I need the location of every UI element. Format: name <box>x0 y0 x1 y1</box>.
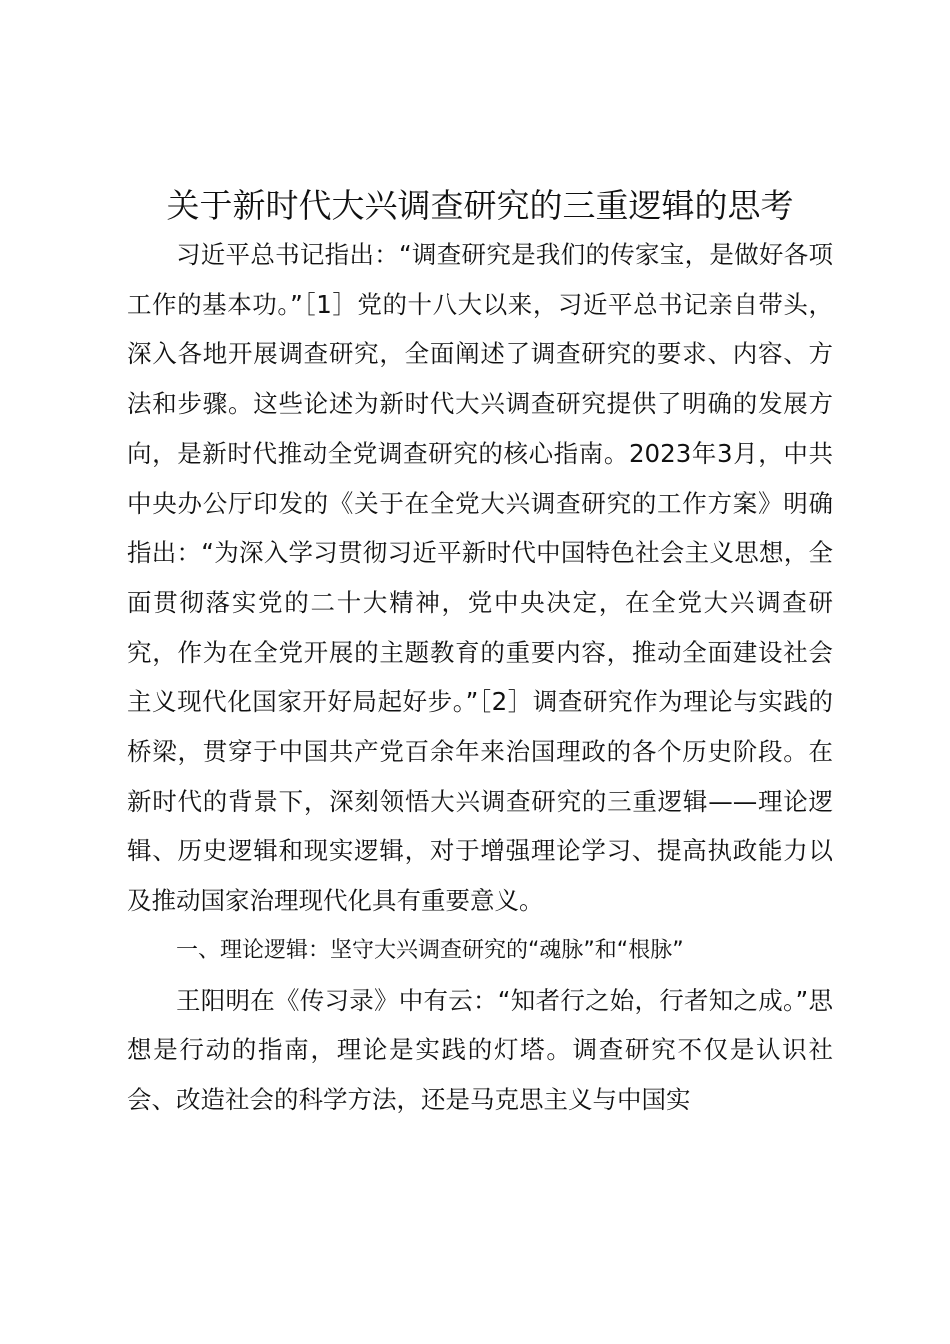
section-heading: 一、理论逻辑：坚守大兴调查研究的“魂脉”和“根脉” <box>176 937 684 963</box>
section-paragraph: 王阳明在《传习录》中有云：“知者行之始，行者知之成。”思想是行动的指南，理论是实践的灯塔。调查研究不仅是认识社会、改造社会的科学方法，还是马克思主义与中国实 <box>127 985 833 1114</box>
document-page <box>127 182 833 1125</box>
intro-paragraph: 习近平总书记指出：“调查研究是我们的传家宝，是做好各项工作的基本功。”［1］党的十八大以来，习近平总书记亲自带头，深入各地开展调查研究，全面阐述了调查研究的要求、内容、方法和步骤。这些论述为新时代大兴调查研究提供了明确的发展方向，是新时代推动全党调查研究的核心指南。2023年3月，中共中央办公厅印发的《关于在全党大兴调查研究的工作方案》明确指出：“为深入学习贯彻习近平新时代中国特色社会主义思想，全面贯彻落实党的二十大精神，党中央决定，在全党大兴调查研究，作为在全党开展的主题教育的重要内容，推动全面建设社会主义现代化国家开好局起好步。”［2］调查研究作为理论与实践的桥梁，贯穿于中国共产党百余年来治国理政的各个历史阶段。在新时代的背景下，深刻领悟大兴调查研究的三重逻辑——理论逻辑、历史逻辑和现实逻辑，对于增强理论学习、提高执政能力以及推动国家治理现代化具有重要意义。 <box>127 240 833 916</box>
document-title: 关于新时代大兴调查研究的三重逻辑的思考 <box>166 186 794 225</box>
